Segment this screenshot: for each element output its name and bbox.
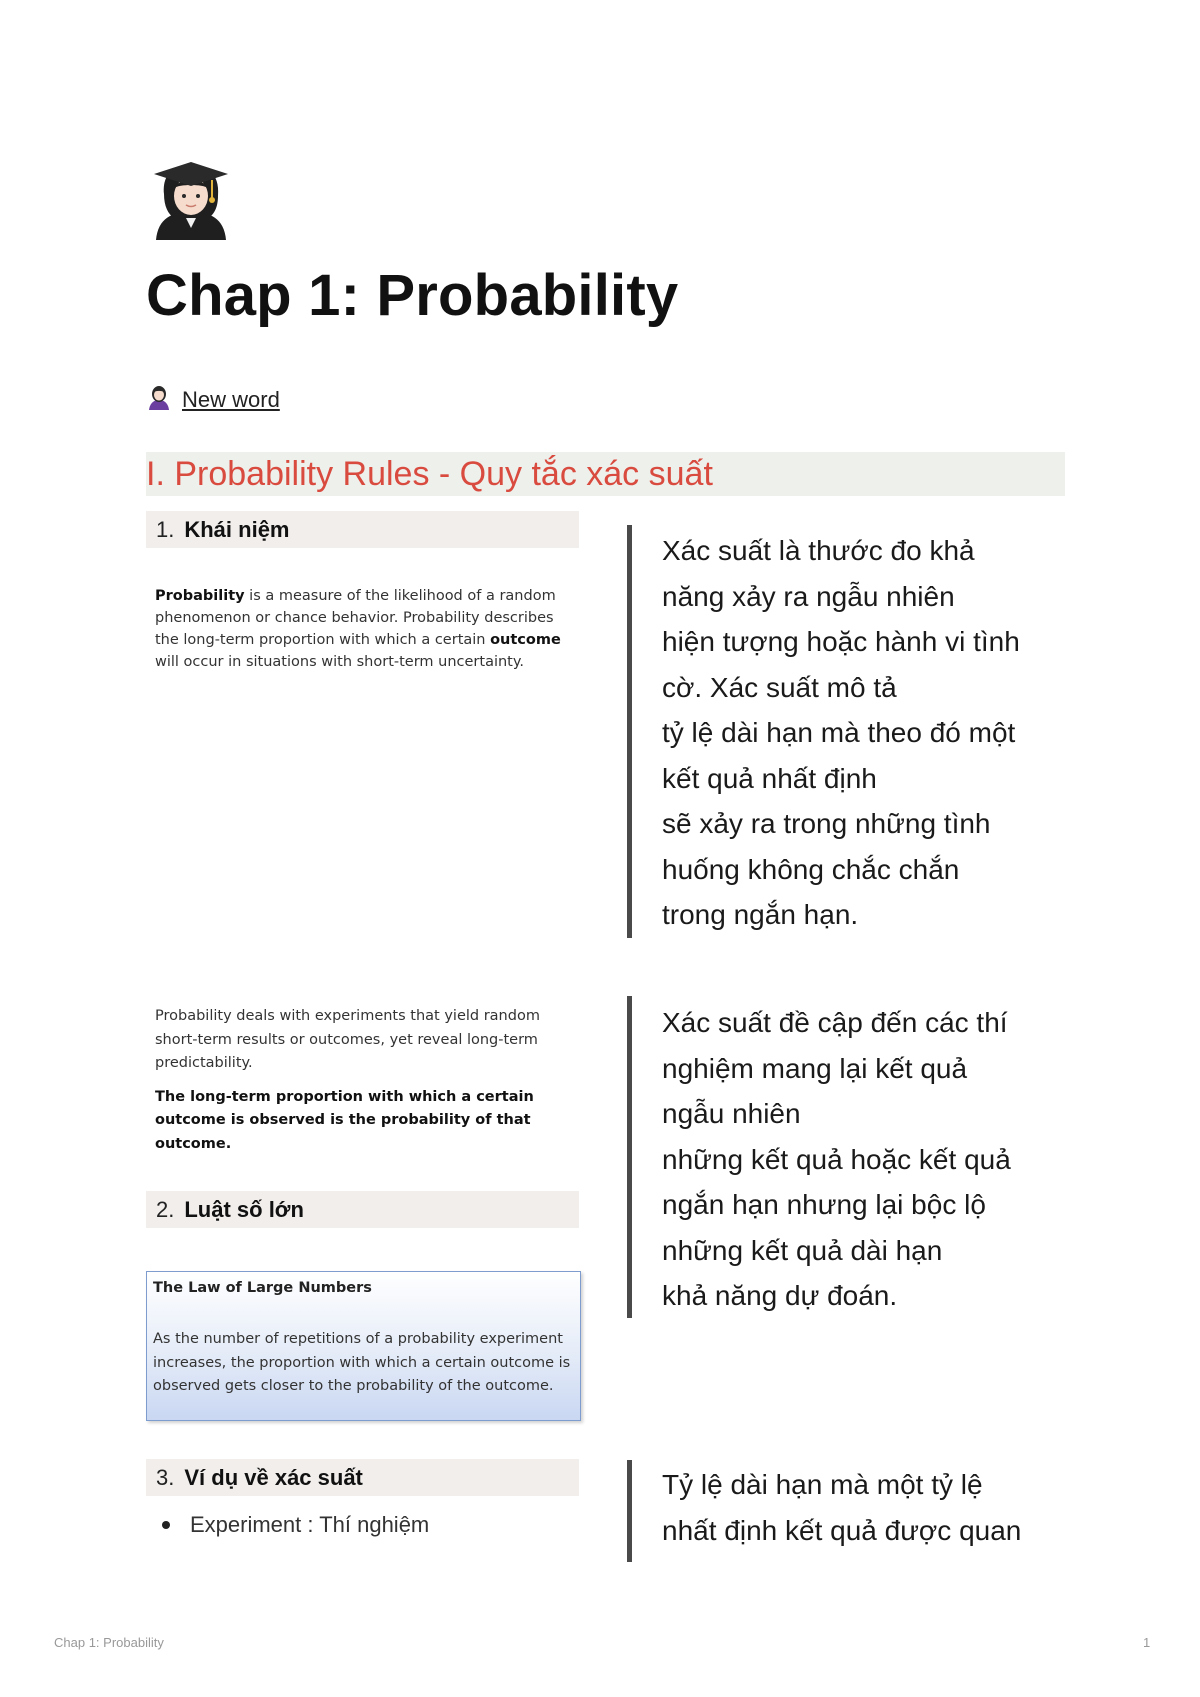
subheading-number: 2.	[156, 1196, 175, 1222]
translation-line: trong ngắn hạn.	[662, 899, 859, 930]
section-heading	[146, 452, 1065, 496]
translation-line: tỷ lệ dài hạn mà theo đó một	[662, 717, 1016, 748]
page-title: Chap 1: Probability	[146, 263, 679, 328]
subheading-label: Ví dụ về xác suất	[184, 1464, 363, 1490]
definition-text-2: will occur in situations with short-term uncertainty.	[155, 654, 524, 670]
definition-term: Probability	[155, 588, 245, 604]
subheading-number: 1.	[156, 516, 175, 542]
translation-line: ngẫu nhiên	[662, 1098, 801, 1129]
subheading-label: Luật số lớn	[184, 1196, 304, 1222]
translation-line: ngắn hạn nhưng lại bộc lộ	[662, 1189, 986, 1220]
person-icon	[146, 384, 172, 416]
translation-line: những kết quả hoặc kết quả	[662, 1143, 1011, 1175]
vietnamese-translation-2	[662, 1000, 1082, 1319]
quote-bar	[627, 1460, 632, 1562]
translation-line: cờ. Xác suất mô tả	[662, 671, 897, 703]
bullet-dot	[162, 1521, 170, 1529]
box-body: As the number of repetitions of a probability experiment increases, the proportion with which a certain outcome is observed gets closer to the probability of the outcome.	[153, 1331, 571, 1394]
translation-line: sẽ xảy ra trong những tình	[662, 808, 991, 839]
subheading-label: Khái niệm	[184, 516, 290, 542]
translation-line: khả năng dự đoán.	[662, 1280, 898, 1311]
subheading-number: 3.	[156, 1464, 175, 1490]
vietnamese-translation-1	[662, 528, 1082, 938]
new-word-link[interactable]: New word	[182, 387, 280, 412]
quote-bar	[627, 996, 632, 1318]
vietnamese-translation-3	[662, 1462, 1082, 1553]
subheading-law-of-large-numbers	[146, 1191, 579, 1228]
translation-line: nghiệm mang lại kết quả	[662, 1052, 968, 1084]
experiments-bold-text: The long-term proportion with which a certain outcome is observed is the probability of that outcome.	[155, 1088, 534, 1152]
list-item-text: Experiment : Thí nghiệm	[190, 1512, 430, 1537]
translation-line: năng xảy ra ngẫu nhiên	[662, 580, 955, 612]
list-item	[162, 1512, 429, 1538]
box-title: The Law of Large Numbers	[153, 1280, 372, 1296]
translation-line: nhất định kết quả được quan	[662, 1514, 1022, 1546]
new-word-link-row[interactable]	[146, 384, 280, 416]
translation-line: hiện tượng hoặc hành vi tình	[662, 626, 1020, 657]
student-with-graduation-cap-icon	[150, 158, 232, 240]
subheading-concept	[146, 511, 579, 548]
subheading-examples	[146, 1459, 579, 1496]
translation-line: những kết quả dài hạn	[662, 1234, 943, 1266]
footer-title: Chap 1: Probability	[54, 1635, 164, 1650]
translation-line: Xác suất đề cập đến các thí	[662, 1007, 1008, 1038]
translation-line: Tỷ lệ dài hạn mà một tỷ lệ	[662, 1469, 983, 1500]
page-number: 1	[1143, 1635, 1151, 1650]
definition-text-1: is a measure of the likelihood of a random phenomenon or chance behavior. Probability describes the long-term proportion with which a certain	[155, 588, 556, 648]
definition-bold-word: outcome	[490, 632, 561, 648]
law-of-large-numbers-box	[146, 1271, 581, 1421]
translation-line: kết quả nhất định	[662, 762, 877, 794]
probability-definition-block	[155, 585, 575, 673]
probability-experiments-block	[155, 1005, 575, 1156]
experiments-text: Probability deals with experiments that yield random short-term results or outcomes, yet reveal long-term predictability.	[155, 1008, 540, 1071]
translation-line: huống không chắc chắn	[662, 853, 960, 885]
quote-bar	[627, 525, 632, 938]
section-heading-text: I. Probability Rules - Quy tắc xác suất	[146, 455, 713, 493]
translation-line: Xác suất là thước đo khả	[662, 535, 975, 566]
